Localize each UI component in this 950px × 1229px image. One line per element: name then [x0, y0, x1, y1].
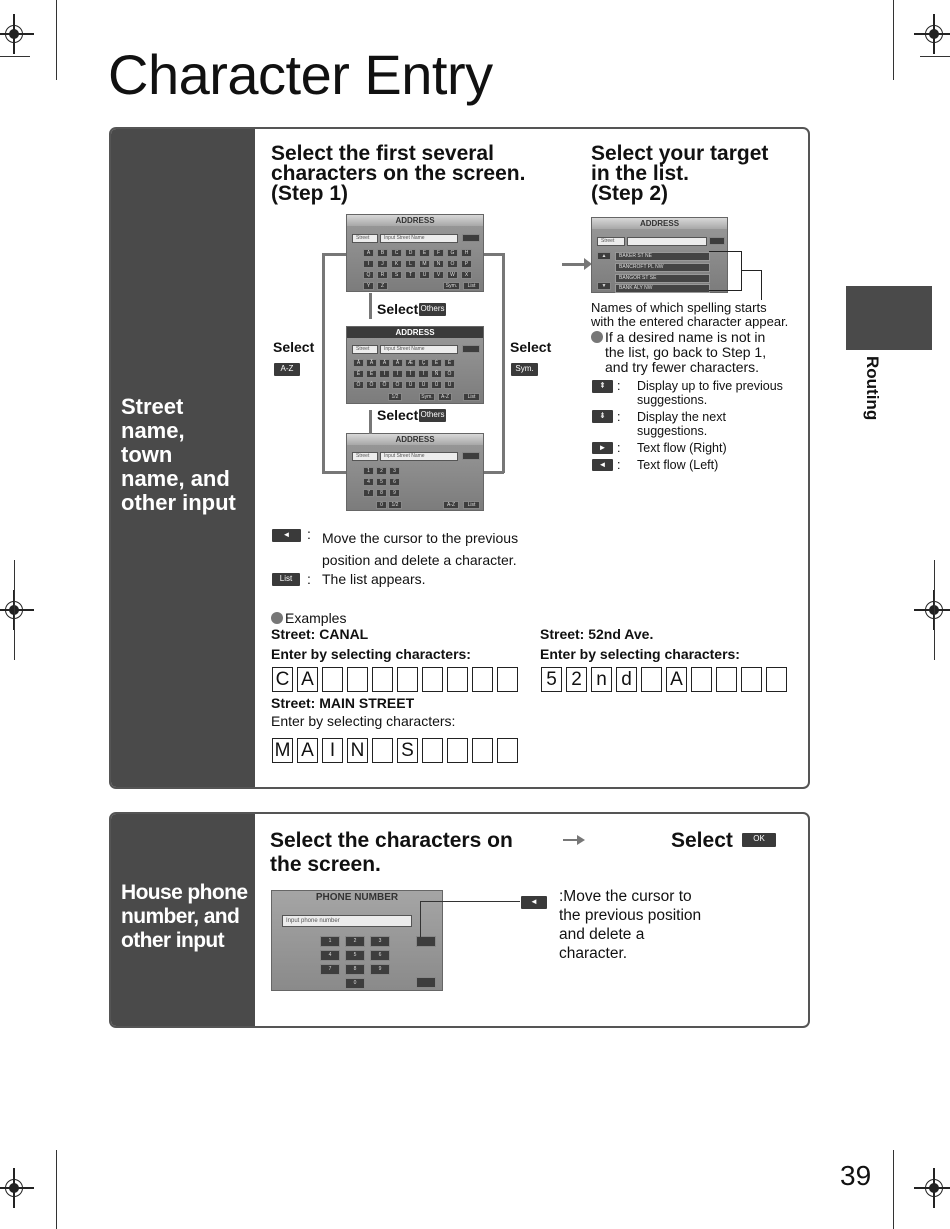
next-suggestions-icon: ⇟ [592, 410, 613, 423]
keyboard-key: Î [405, 370, 416, 378]
page-number: 39 [840, 1160, 872, 1191]
flow-line [369, 410, 372, 434]
keyboard-key: Ê [353, 370, 364, 378]
character-box: C [272, 667, 293, 692]
backspace-icon: ◄ [272, 529, 301, 542]
keyboard-key: 4 [320, 950, 340, 961]
bullet-icon [271, 612, 283, 624]
up-arrow-icon: ▲ [597, 252, 611, 260]
phone-heading: Select the characters on the screen. [270, 829, 513, 876]
character-box [691, 667, 712, 692]
keyboard-key: Ä [379, 359, 390, 367]
step1-heading: Select the first several characters on the screen. (Step 1) [271, 142, 526, 205]
screen-title: ADDRESS [592, 218, 727, 229]
keyboard-key: V [433, 271, 444, 279]
keyboard-key: Ú [418, 381, 429, 389]
keyboard-key: Q [363, 271, 374, 279]
keyboard-key: 1 [363, 467, 374, 475]
az-key: A-Z [438, 393, 452, 401]
character-box [422, 667, 443, 692]
keyboard-key: Ô [366, 381, 377, 389]
phone-number-screen [271, 890, 443, 991]
phone-side-label: House phone number, and other input [121, 881, 248, 952]
keyboard-key: Ö [392, 381, 403, 389]
callout-line [420, 901, 421, 937]
character-box: N [347, 738, 368, 763]
example1-instruction: Enter by selecting characters: [271, 646, 471, 662]
crop-line [0, 56, 30, 57]
down-arrow-icon: ▼ [597, 282, 611, 290]
character-box: A [297, 738, 318, 763]
example3-instruction: Enter by selecting characters: [271, 713, 456, 729]
page-indicator: 1/2 [388, 501, 402, 509]
character-box: d [616, 667, 637, 692]
keyboard-key: 7 [320, 964, 340, 975]
example1-street: Street: CANAL [271, 626, 369, 642]
character-box [766, 667, 787, 692]
keyboard-key: 3 [389, 467, 400, 475]
crop-line [14, 560, 15, 660]
legend-desc: Display up to five previous suggestions. [637, 379, 783, 407]
page-indicator: 1/2 [388, 393, 402, 401]
street-side-label: Street name, town name, and other input [121, 394, 236, 515]
keyboard-key: Ü [444, 381, 455, 389]
registration-mark-top-right [914, 14, 950, 54]
keyboard-key: 0 [345, 978, 365, 989]
select-az-label: Select [273, 339, 315, 355]
sym-button: Sym. [511, 363, 538, 376]
page-title: Character Entry [108, 43, 493, 106]
legend-colon: : [617, 458, 621, 472]
character-box: A [666, 667, 687, 692]
character-box: 5 [541, 667, 562, 692]
character-box [497, 738, 518, 763]
street-input: Input Street Name [380, 234, 458, 243]
character-box [472, 738, 493, 763]
ok-button: OK [742, 833, 776, 847]
keyboard-key: 1 [320, 936, 340, 947]
ok-key [462, 345, 480, 353]
street-field-label: Street [352, 452, 378, 461]
keyboard-key: H [461, 249, 472, 257]
street-field-label: Street [597, 237, 625, 246]
others-button: Others [419, 303, 446, 316]
list-note: Names of which spelling starts with the entered character appear. [591, 300, 789, 329]
keyboard-key: È [431, 359, 442, 367]
keyboard-key: O [447, 260, 458, 268]
keyboard-key: 4 [363, 478, 374, 486]
registration-mark-bottom-left [0, 1168, 34, 1208]
keyboard-key: X [461, 271, 472, 279]
examples-label: Examples [271, 611, 346, 626]
character-box [716, 667, 737, 692]
keyboard-key: Ï [418, 370, 429, 378]
address-screen-numbers [346, 433, 484, 511]
keyboard-key: 8 [345, 964, 365, 975]
keyboard-key: Ã [366, 359, 377, 367]
keyboard-key: B [377, 249, 388, 257]
crop-line [56, 1150, 57, 1229]
keyboard-key: U [419, 271, 430, 279]
ok-key [462, 452, 480, 460]
list-key: List [463, 282, 480, 290]
keyboard-key: P [461, 260, 472, 268]
keyboard-key: E [419, 249, 430, 257]
keyboard-key: 3 [370, 936, 390, 947]
select-sym-label: Select [510, 339, 552, 355]
keyboard-key: 2 [376, 467, 387, 475]
ok-key [416, 977, 436, 988]
list-bracket-line [761, 270, 762, 300]
phone-input: Input phone number [282, 915, 412, 927]
character-box [397, 667, 418, 692]
keyboard-key: C [391, 249, 402, 257]
legend-desc: Display the next suggestions. [637, 410, 726, 438]
keyboard-key: Ì [379, 370, 390, 378]
keyboard-key: Í [392, 370, 403, 378]
registration-mark-mid-left [0, 590, 34, 630]
keyboard-key: 7 [363, 489, 374, 497]
street-input: Input Street Name [380, 345, 458, 354]
character-box [447, 738, 468, 763]
character-box [497, 667, 518, 692]
az-button: A-Z [274, 363, 300, 376]
flow-line [484, 471, 504, 474]
flow-line [484, 253, 504, 256]
character-box [741, 667, 762, 692]
ok-key [709, 237, 725, 245]
registration-mark-mid-right [914, 590, 950, 630]
keyboard-key: 0 [376, 501, 387, 509]
keyboard-key: Ç [418, 359, 429, 367]
keyboard-key: 9 [389, 489, 400, 497]
crop-line [893, 0, 894, 80]
crop-line [893, 1150, 894, 1229]
keyboard-key: M [419, 260, 430, 268]
screen-title: PHONE NUMBER [315, 892, 399, 903]
backspace-desc: Move the cursor to the previous position and delete a character. [322, 530, 519, 568]
callout-line [420, 901, 520, 902]
list-key: List [463, 501, 480, 509]
keyboard-key: Ó [353, 381, 364, 389]
character-box [422, 738, 443, 763]
keyboard-key: Â [353, 359, 364, 367]
list-item: BANCROFT PL NW [615, 263, 710, 272]
registration-mark-bottom-right [914, 1168, 950, 1208]
character-box: I [322, 738, 343, 763]
keyboard-key: Z [377, 282, 388, 290]
character-box: M [272, 738, 293, 763]
screen-title: ADDRESS [347, 434, 483, 445]
screen-title: ADDRESS [347, 215, 483, 226]
keyboard-key: Ë [366, 370, 377, 378]
list-item: BANGOR ST SE [615, 274, 710, 283]
character-box [447, 667, 468, 692]
keyboard-key: A [363, 249, 374, 257]
keyboard-key: 5 [345, 950, 365, 961]
legend-colon: : [307, 571, 311, 587]
text-flow-right-icon: ► [592, 442, 613, 454]
keyboard-key: J [377, 260, 388, 268]
character-box [641, 667, 662, 692]
keyboard-key: Å [392, 359, 403, 367]
keyboard-key: Æ [405, 359, 416, 367]
legend-colon: : [617, 379, 621, 393]
character-box: A [297, 667, 318, 692]
backspace-key [416, 936, 436, 947]
street-input [627, 237, 707, 246]
example2-street: Street: 52nd Ave. [540, 626, 654, 642]
section-tab-label: Routing [863, 356, 882, 421]
keyboard-key: D [405, 249, 416, 257]
street-input: Input Street Name [380, 452, 458, 461]
bullet-icon [591, 331, 603, 343]
keyboard-key: L [405, 260, 416, 268]
character-box: n [591, 667, 612, 692]
street-field-label: Street [352, 345, 378, 354]
keyboard-key: Û [431, 381, 442, 389]
select-others-label: Select [377, 301, 419, 317]
example3-street: Street: MAIN STREET [271, 695, 415, 711]
crop-line [56, 0, 57, 80]
keyboard-key: S [391, 271, 402, 279]
sym-key: Sym. [419, 393, 435, 401]
legend-desc: Text flow (Left) [637, 458, 719, 472]
legend-colon: : [617, 410, 621, 424]
keyboard-key: 8 [376, 489, 387, 497]
list-desc: The list appears. [322, 571, 426, 587]
flow-line [502, 253, 505, 473]
character-box: 2 [566, 667, 587, 692]
character-box [472, 667, 493, 692]
keyboard-key: W [447, 271, 458, 279]
list-bracket-line [742, 270, 762, 271]
list-key: List [463, 393, 480, 401]
keyboard-key: R [377, 271, 388, 279]
select-ok-label: Select [671, 829, 733, 852]
step2-heading: Select your target in the list. (Step 2) [591, 142, 769, 205]
character-box: S [397, 738, 418, 763]
registration-mark-top-left [0, 14, 34, 54]
legend-desc: Text flow (Right) [637, 441, 727, 455]
address-screen-list [591, 217, 728, 293]
address-screen-alphabet [346, 214, 484, 292]
ok-key [462, 234, 480, 242]
keyboard-key: N [433, 260, 444, 268]
keyboard-key: 6 [370, 950, 390, 961]
keyboard-key: G [447, 249, 458, 257]
legend-colon: : [307, 526, 311, 542]
list-button-icon: List [272, 573, 300, 586]
phone-note: :Move the cursor to the previous position and delete a character. [559, 888, 702, 962]
keyboard-key: Ò [444, 370, 455, 378]
flow-line [322, 471, 346, 474]
address-screen-accents [346, 326, 484, 404]
crop-line [920, 56, 950, 57]
text-flow-left-icon: ◄ [592, 459, 613, 471]
character-box [322, 667, 343, 692]
street-field-label: Street [352, 234, 378, 243]
keyboard-key: Õ [379, 381, 390, 389]
example2-instruction: Enter by selecting characters: [540, 646, 740, 662]
character-box [372, 738, 393, 763]
others-button: Others [419, 409, 446, 422]
keyboard-key: É [444, 359, 455, 367]
select-others-label: Select [377, 407, 419, 423]
keyboard-key: 2 [345, 936, 365, 947]
list-item: BAKER ST NE [615, 252, 710, 261]
keyboard-key: 6 [389, 478, 400, 486]
flow-line [369, 293, 372, 319]
backspace-icon: ◄ [521, 896, 547, 909]
keyboard-key: I [363, 260, 374, 268]
sym-key: Sym. [443, 282, 460, 290]
legend-colon: : [617, 441, 621, 455]
list-bracket [709, 251, 742, 291]
list-item: BANK ALY NW [615, 284, 710, 293]
keyboard-key: 5 [376, 478, 387, 486]
flow-line [322, 253, 346, 256]
keyboard-key: K [391, 260, 402, 268]
character-box [372, 667, 393, 692]
flow-line [322, 253, 325, 473]
retry-note: If a desired name is not in the list, go back to Step 1, and try fewer characters. [591, 330, 766, 375]
keyboard-key: T [405, 271, 416, 279]
section-tab [846, 286, 932, 350]
character-box [347, 667, 368, 692]
keyboard-key: F [433, 249, 444, 257]
screen-title: ADDRESS [347, 327, 483, 338]
arrow-head-icon [577, 835, 585, 845]
keyboard-key: 9 [370, 964, 390, 975]
keyboard-key: Ù [405, 381, 416, 389]
crop-line [934, 560, 935, 660]
az-key: A-Z [443, 501, 459, 509]
previous-suggestions-icon: ⇞ [592, 380, 613, 393]
keyboard-key: Ñ [431, 370, 442, 378]
keyboard-key: Y [363, 282, 374, 290]
